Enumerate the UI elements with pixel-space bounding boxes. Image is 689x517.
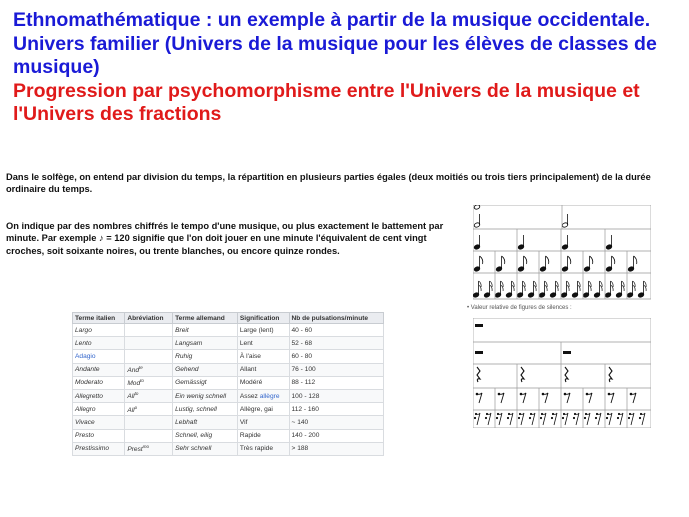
cell-bpm: 40 - 60: [289, 324, 383, 337]
note-flag: [480, 256, 483, 264]
sixteenth-rest-dot: [562, 417, 564, 419]
tempo-row: [73, 403, 384, 416]
cell-german: Ruhig: [173, 350, 238, 363]
note-flag: [634, 256, 637, 264]
cell-german: Schnell, eilig: [173, 429, 238, 442]
eighth-rest: [587, 393, 592, 403]
quarter-rest: [521, 367, 524, 382]
cell-abbreviation: [125, 363, 173, 376]
quarter-rest: [477, 367, 480, 382]
eighth-rest: [499, 393, 504, 403]
cell-italian: [73, 350, 125, 363]
cell-abbreviation: [125, 324, 173, 337]
division-paragraph: Dans le solfège, on entend par division du temps, la répartition en plusieurs parties égales (deux moitiés ou trois tiers principalement) de la durée ordinaire du temps.: [6, 172, 651, 195]
cell-german: Langsam: [173, 337, 238, 350]
sixteenth-rest-dot: [507, 417, 509, 419]
cell-italian: Presto: [73, 429, 125, 442]
cell-bpm: 112 - 160: [289, 403, 383, 416]
eighth-rest: [631, 393, 636, 403]
tempo-row: [73, 350, 384, 363]
sixteenth-rest-dot: [540, 417, 542, 419]
cell-meaning: Rapide: [237, 429, 289, 442]
header-german: Terme allemand: [173, 313, 238, 324]
abbreviation-text: And: [127, 367, 140, 375]
cell-bpm: 76 - 100: [289, 363, 383, 376]
header-abbreviation: Abréviation: [125, 313, 173, 324]
sixteenth-rest-dot: [595, 417, 597, 419]
sixteenth-rest-dot: [529, 417, 531, 419]
cell-bpm: ~ 140: [289, 416, 383, 429]
cell-german: Gemässigt: [173, 376, 238, 389]
sixteenth-rest-dot: [485, 417, 487, 419]
abbreviation-superscript: to: [134, 391, 139, 397]
tempo-row: [73, 389, 384, 402]
whole-note: [474, 205, 481, 210]
abbreviation-superscript: o: [134, 404, 138, 410]
cell-abbreviation: [125, 350, 173, 363]
tempo-row: [73, 442, 384, 455]
abbreviation-text: Mod: [127, 380, 141, 388]
header-meaning: Signification: [237, 313, 289, 324]
sixteenth-rest-dot: [606, 417, 608, 419]
cell-meaning: Très rapide: [237, 442, 289, 455]
cell-abbreviation: [125, 416, 173, 429]
tempo-row: [73, 363, 384, 376]
cell-bpm: 140 - 200: [289, 429, 383, 442]
cell-bpm: 88 - 112: [289, 376, 383, 389]
abbreviation-text: All: [127, 393, 135, 401]
cell-abbreviation: [125, 389, 173, 402]
cell-meaning: Large (lent): [237, 324, 289, 337]
sixteenth-rest-dot: [584, 417, 586, 419]
cell-italian: Moderato: [73, 376, 125, 389]
quarter-rest: [565, 367, 568, 382]
whole-rest: [475, 324, 483, 327]
cell-abbreviation: [125, 337, 173, 350]
adagio-link[interactable]: Adagio: [75, 352, 96, 360]
abbreviation-superscript: mo: [142, 444, 149, 450]
sixteenth-rest-dot: [518, 417, 520, 419]
cell-abbreviation: [125, 403, 173, 416]
note-flag: [590, 256, 593, 264]
header-bpm: Nb de pulsations/minute: [289, 313, 383, 324]
eighth-rest: [521, 393, 526, 403]
cell-abbreviation: [125, 442, 173, 455]
cell-german: Lebhaft: [173, 416, 238, 429]
cell-german: Ein wenig schnell: [173, 389, 238, 402]
tempo-row: [73, 376, 384, 389]
cell-meaning: Lent: [237, 337, 289, 350]
cell-bpm: 52 - 68: [289, 337, 383, 350]
cell-italian: Lento: [73, 337, 125, 350]
eighth-rest: [609, 393, 614, 403]
allegre-link[interactable]: allègre: [259, 392, 280, 400]
rests-caption-text: Valeur relative de figures de silences :: [470, 305, 572, 311]
cell-german: Breit: [173, 324, 238, 337]
rest-values-figure: [473, 318, 651, 428]
cell-german: Gehend: [173, 363, 238, 376]
sixteenth-rest-dot: [551, 417, 553, 419]
note-values-figure: [473, 205, 651, 300]
quarter-rest: [609, 367, 612, 382]
title-red-text: Progression par psychomorphisme entre l'Univers de la musique et l'Univers des fractions: [13, 79, 640, 125]
cell-meaning: Vif: [237, 416, 289, 429]
cell-meaning: À l'aise: [237, 350, 289, 363]
cell-italian: Allegretto: [73, 389, 125, 402]
sixteenth-rest-dot: [496, 417, 498, 419]
tempo-table: [72, 312, 384, 456]
sixteenth-rest-dot: [474, 417, 476, 419]
half-rest: [563, 351, 571, 354]
tempo-row: [73, 337, 384, 350]
slide-title: [13, 9, 683, 127]
cell-german: Lustig, schnell: [173, 403, 238, 416]
sixteenth-rest-dot: [639, 417, 641, 419]
tempo-row: [73, 429, 384, 442]
cell-german: Sehr schnell: [173, 442, 238, 455]
note-flag: [502, 256, 505, 264]
tempo-row: [73, 324, 384, 337]
eighth-rest: [565, 393, 570, 403]
sixteenth-rest-dot: [628, 417, 630, 419]
sixteenth-rest-dot: [573, 417, 575, 419]
cell-bpm: 100 - 128: [289, 389, 383, 402]
sixteenth-rest-dot: [617, 417, 619, 419]
tempo-table-header: [73, 313, 384, 324]
cell-meaning: Modéré: [237, 376, 289, 389]
cell-italian: Vivace: [73, 416, 125, 429]
cell-italian: Largo: [73, 324, 125, 337]
tempo-row: [73, 416, 384, 429]
cell-meaning: Allant: [237, 363, 289, 376]
cell-bpm: > 188: [289, 442, 383, 455]
cell-italian: Prestissimo: [73, 442, 125, 455]
cell-abbreviation: [125, 376, 173, 389]
note-flag: [524, 256, 527, 264]
abbreviation-text: All: [127, 406, 135, 414]
eighth-rest: [543, 393, 548, 403]
header-italian: Terme italien: [73, 313, 125, 324]
eighth-rest: [477, 393, 482, 403]
note-flag: [546, 256, 549, 264]
abbreviation-superscript: te: [139, 365, 143, 371]
rests-caption: • Valeur relative de figures de silences :: [467, 305, 572, 311]
tempo-paragraph: On indique par des nombres chiffrés le tempo d'une musique, ou plus exactement le battement par minute. Par exemple ♪ = 120 signifie que l'on doit jouer en une minute l'équivalent de cent vingt croches, soit soixante noires, ou trente blanches, ou encore quinze rondes.: [6, 221, 444, 256]
cell-abbreviation: [125, 429, 173, 442]
cell-meaning: Assez allègre: [237, 389, 289, 402]
abbreviation-text: Prest: [127, 446, 143, 454]
note-flag: [612, 256, 615, 264]
cell-italian: Andante: [73, 363, 125, 376]
cell-meaning: Allègre, gai: [237, 403, 289, 416]
cell-italian: Allegro: [73, 403, 125, 416]
title-blue-text: Ethnomathématique : un exemple à partir de la musique occidentale. Univers familier (Univers de la musique pour les élèves de classes de musique): [13, 9, 657, 78]
abbreviation-superscript: to: [140, 378, 144, 384]
note-flag: [568, 256, 571, 264]
cell-bpm: 60 - 80: [289, 350, 383, 363]
half-rest: [475, 351, 483, 354]
